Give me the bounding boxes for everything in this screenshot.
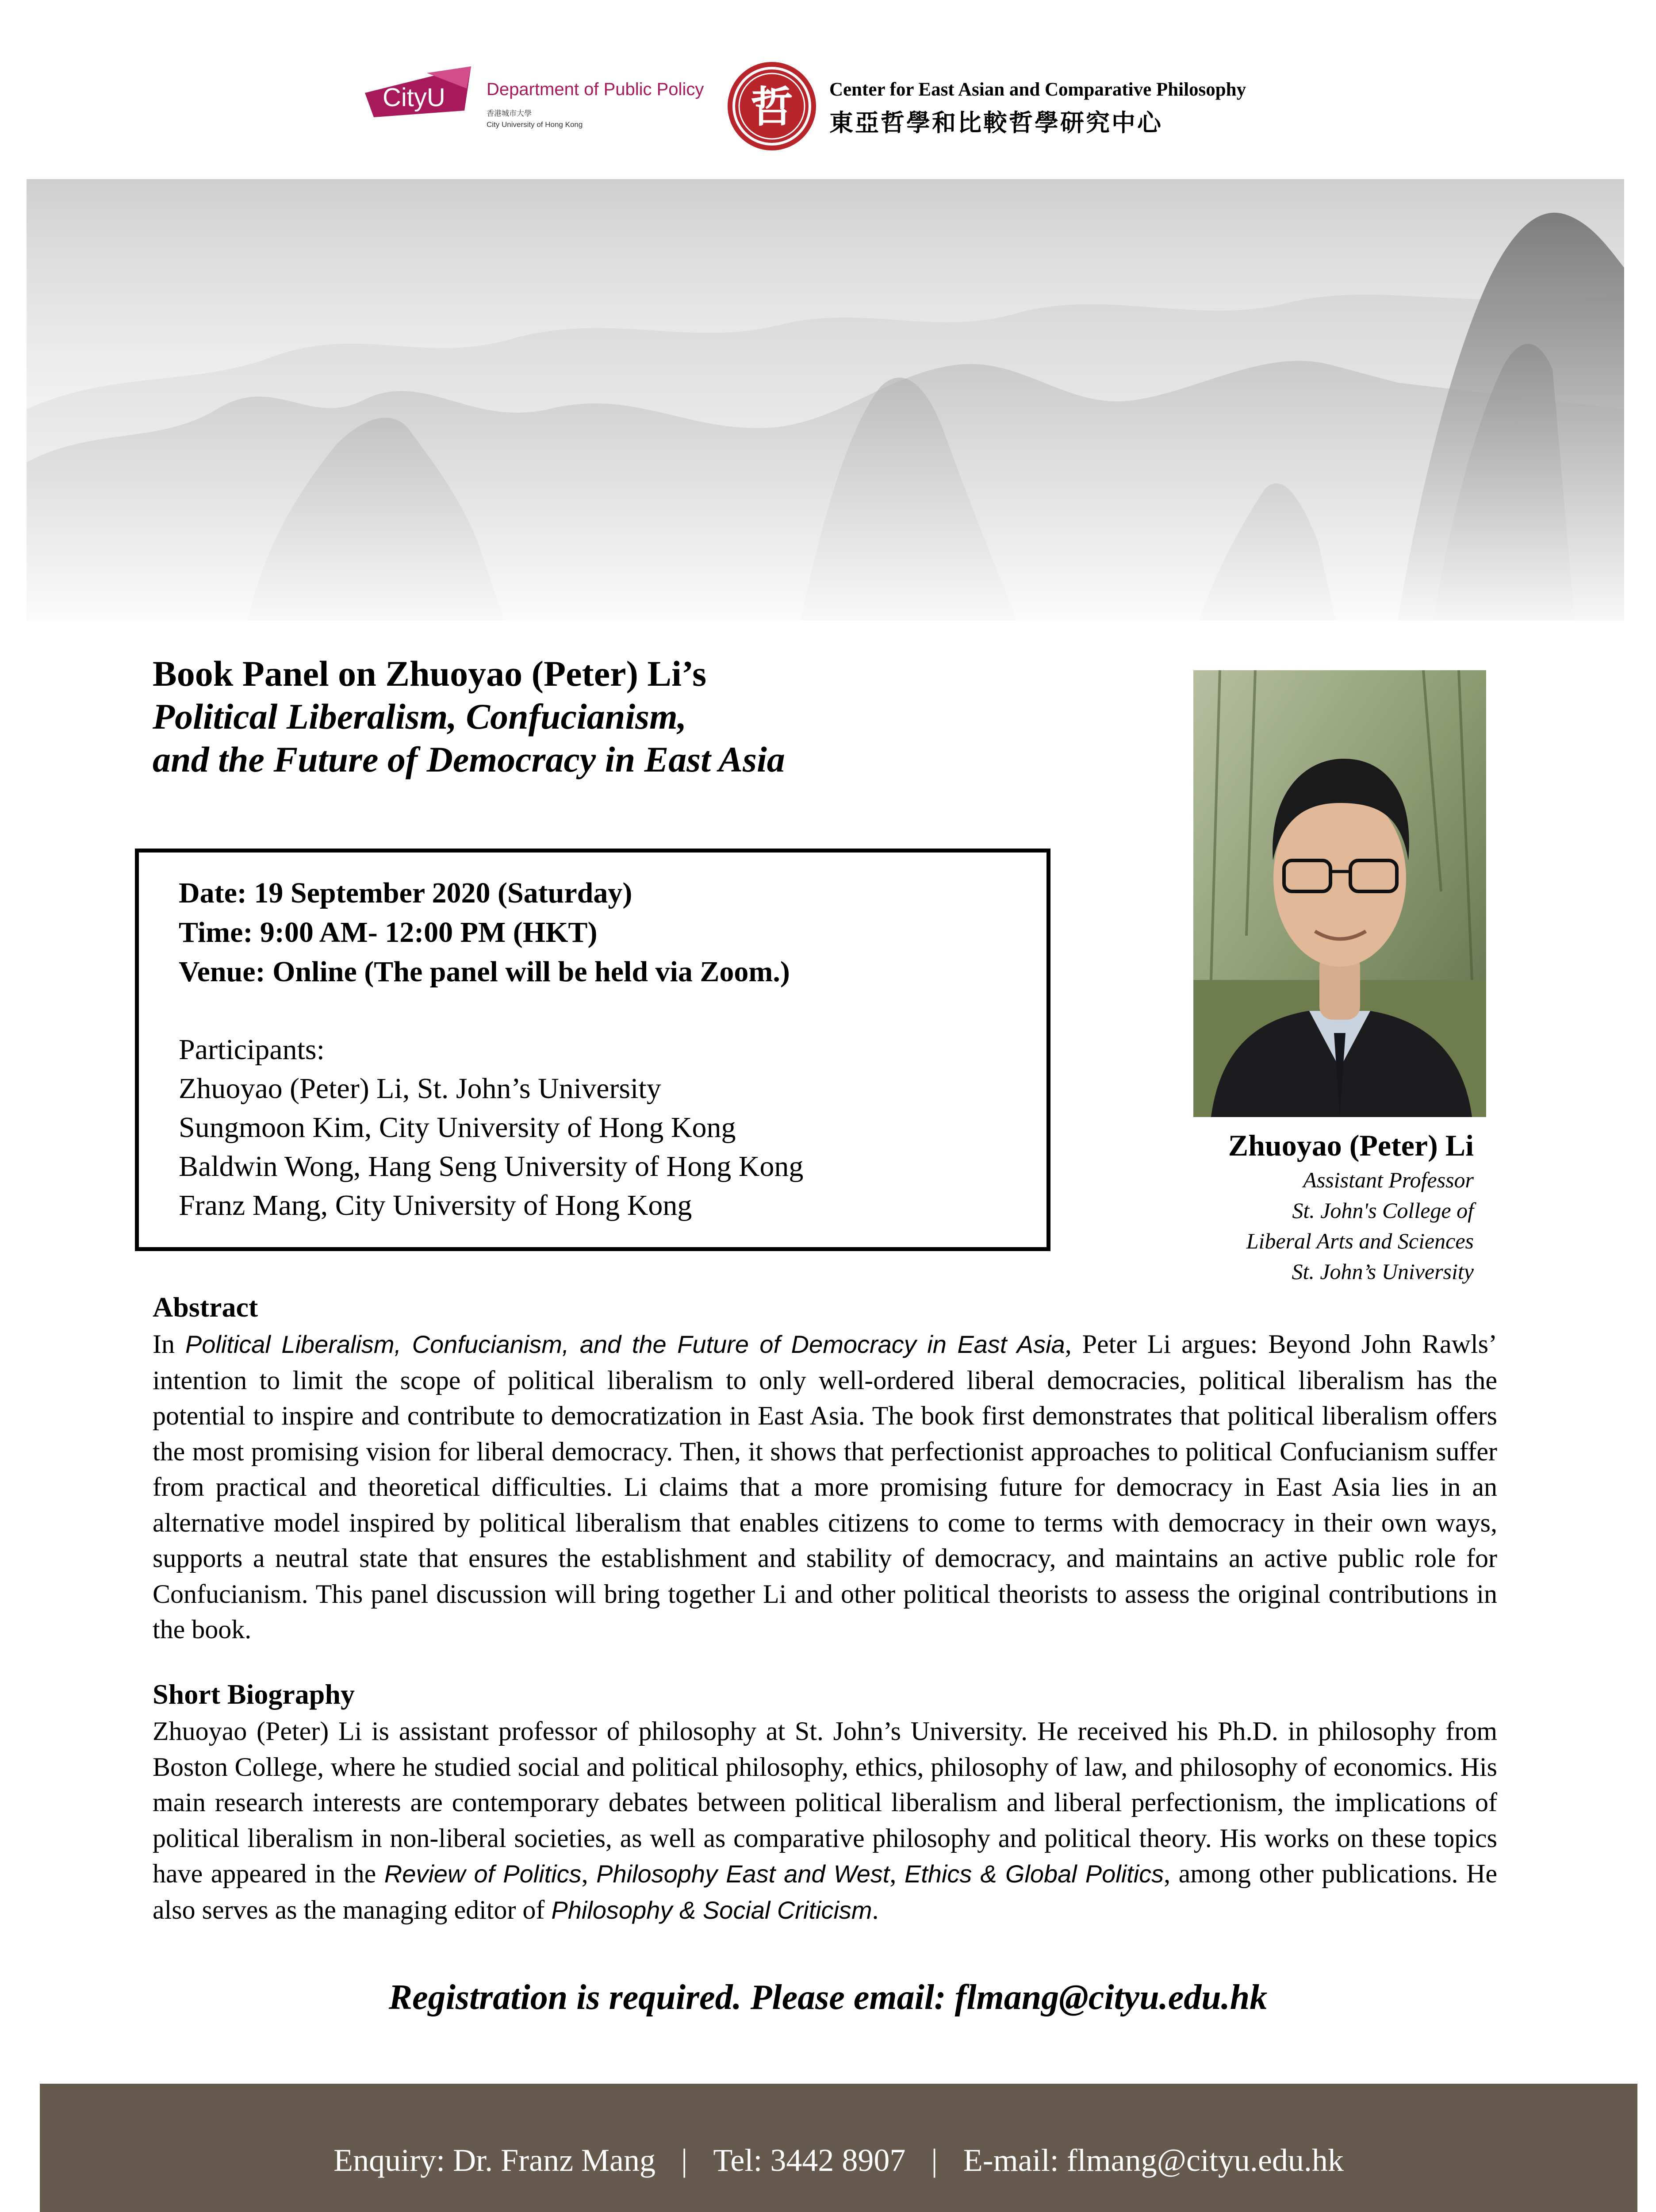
biography-separator: , — [889, 1859, 905, 1888]
biography-heading: Short Biography — [153, 1678, 355, 1710]
biography-body: Zhuoyao (Peter) Li is assistant professor of philosophy at St. John’s University. He received his Ph.D. in philosophy from Boston College, where he studied social and political philosophy, ethics, philosophy of law, and philosophy of economics. His main research interests are contemporary debates between political liberalism and liberal perfectionism, the implications of political liberalism in non-liberal societies, as well as comparative philosophy and political theory. His works on these topics have appeared in the — [153, 1717, 1497, 1888]
title-line-3: and the Future of Democracy in East Asia — [153, 739, 785, 780]
abstract-heading: Abstract — [153, 1291, 258, 1323]
event-details-box — [135, 849, 1050, 1251]
biography-end: . — [872, 1895, 879, 1924]
participant-item: Sungmoon Kim, City University of Hong Kong — [179, 1111, 736, 1144]
participants-label: Participants: — [179, 1033, 325, 1066]
speaker-role-line: St. John’s University — [1292, 1259, 1474, 1284]
abstract-body: , Peter Li argues: Beyond John Rawls’ intention to limit the scope of political liberalism to only well-ordered liberal democracies, political liberalism has the potential to inspire and contribute to democratization in East Asia. The book first demonstrates that political liberalism offers the most promising vision for liberal democracy. Then, it shows that perfectionist approaches to political Confucianism suffer from practical and theoretical difficulties. Li claims that a more promising future for democracy in East Asia lies in an alternative model inspired by political liberalism that enables citizens to come to terms with democracy in their own ways, supports a neutral state that ensures the establishment and stability of democracy, and maintains an active public role for Confucianism. This panel discussion will bring together Li and other political theorists to assess the original contributions in the book. — [153, 1329, 1498, 1644]
center-seal-logo — [725, 60, 818, 153]
footer-separator: | — [681, 2143, 688, 2178]
journal-title: Review of Politics — [384, 1860, 582, 1888]
speaker-role-line: St. John's College of — [1292, 1198, 1474, 1223]
center-name-en: Center for East Asian and Comparative Philosophy — [829, 79, 1246, 100]
speaker-name: Zhuoyao (Peter) Li — [1228, 1129, 1474, 1162]
cityu-logo — [360, 62, 475, 119]
abstract-paragraph — [153, 1326, 1497, 1647]
journal-title: Philosophy & Social Criticism — [551, 1896, 872, 1924]
footer-enquiry: Enquiry: Dr. Franz Mang — [334, 2143, 656, 2178]
cityu-logo-shape — [360, 62, 475, 119]
event-title — [153, 653, 1170, 781]
footer-contact-row — [40, 2142, 1637, 2179]
hero-landscape-image — [27, 179, 1624, 621]
university-name-en: City University of Hong Kong — [487, 120, 583, 129]
biography-separator: , — [581, 1859, 597, 1888]
participant-item: Franz Mang, City University of Hong Kong — [179, 1189, 692, 1221]
participant-item: Baldwin Wong, Hang Seng University of Hong Kong — [179, 1150, 804, 1183]
speaker-role-line: Assistant Professor — [1303, 1167, 1474, 1192]
registration-notice: Registration is required. Please email: flmang@cityu.edu.hk — [388, 1978, 1268, 2017]
footer-tel: Tel: 3442 8907 — [713, 2143, 906, 2178]
cityu-logo-text: CityU — [383, 83, 445, 112]
biography-mid: , among other publications. He also serves as the managing editor of — [153, 1859, 1498, 1924]
footer-email[interactable]: E-mail: flmang@cityu.edu.hk — [963, 2143, 1344, 2178]
title-line-2: Political Liberalism, Confucianism, — [153, 696, 687, 737]
journal-title: Philosophy East and West — [596, 1860, 890, 1888]
biography-paragraph — [153, 1713, 1497, 1928]
event-date: Date: 19 September 2020 (Saturday) — [179, 877, 632, 909]
footer-separator: | — [931, 2143, 938, 2178]
event-time: Time: 9:00 AM- 12:00 PM (HKT) — [179, 916, 598, 949]
journal-title: Ethics & Global Politics — [904, 1860, 1164, 1888]
title-line-1: Book Panel on Zhuoyao (Peter) Li’s — [153, 653, 707, 694]
footer-bar — [40, 2084, 1637, 2212]
speaker-photo — [1193, 670, 1486, 1117]
abstract-intro: In — [153, 1329, 185, 1359]
center-name-zh: 東亞哲學和比較哲學研究中心 — [829, 109, 1163, 137]
speaker-role-line: Liberal Arts and Sciences — [1246, 1229, 1474, 1253]
participant-item: Zhuoyao (Peter) Li, St. John’s University — [179, 1072, 661, 1105]
abstract-book-title: Political Liberalism, Confucianism, and the Future of Democracy in East Asia — [185, 1330, 1065, 1358]
department-name: Department of Public Policy — [487, 80, 704, 99]
university-name-zh: 香港城市大學 — [487, 109, 532, 118]
seal-character: 哲 — [751, 82, 793, 132]
event-venue: Venue: Online (The panel will be held via Zoom.) — [179, 956, 790, 988]
